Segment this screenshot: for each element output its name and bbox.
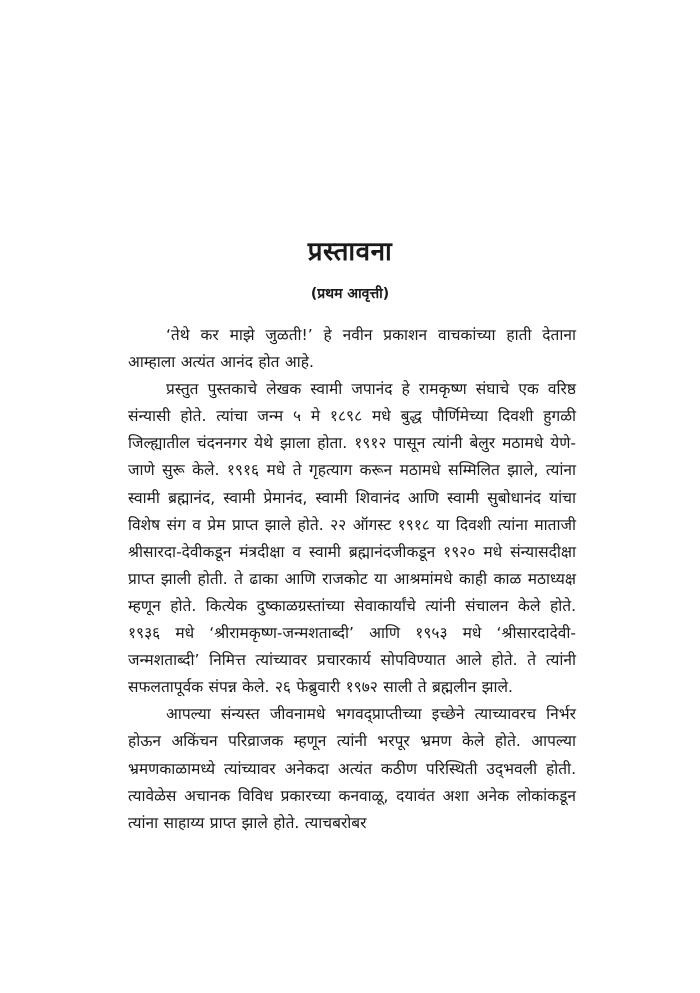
paragraph-1: ‘तेथे कर माझे जुळती!’ हे नवीन प्रकाशन वाचकांच्या हाती देताना आम्हाला अत्यंत आनंद होत आहे. [128,326,576,372]
paragraph-2: प्रस्तुत पुस्तकाचे लेखक स्वामी जपानंद हे रामकृष्ण संघाचे एक वरिष्ठ संन्यासी होते. त्यांचा जन्म ५ मे १८९८ मधे बुद्ध पौर्णिमेच्या दिवशी हुगळी जिल्ह्यातील चंदननगर येथे झाला होता. १९१२ पासून त्यांनी बेलुर मठामधे येणे-जाणे सुरू केले. १९१६ मधे ते गृहत्याग करून मठामधे सम्मिलित झाले, त्यांना स्वामी ब्रह्मानंद, स्वामी प्रेमानंद, स्वामी शिवानंद आणि स्वामी सुबोधानंद यांचा विशेष संग व प्रेम प्राप्त झाले होते. २२ ऑगस्ट १९१८ या दिवशी त्यांना माताजी श्रीसारदा-देवीकडून मंत्रदीक्षा व स्वामी ब्रह्मानंदजीकडून १९२० मधे संन्यासदीक्षा प्राप्त झाली होती. ते ढाका आणि राजकोट या आश्रमांमधे काही काळ मठाध्यक्ष म्हणून होते. कित्येक दुष्काळग्रस्तांच्या सेवाकार्यांचे त्यांनी संचालन केले होते. १९३६ मधे ‘श्रीरामकृष्ण-जन्मशताब्दी’ आणि १९५३ मधे ‘श्रीसारदादेवी-जन्मशताब्दी’ निमित्त त्यांच्यावर प्रचारकार्य सोपविण्यात आले होते. ते त्यांनी सफलतापूर्वक संपन्न केले. २६ फेब्रुवारी १९७२ साली ते ब्रह्मलीन झाले. [128,380,576,697]
page-subtitle: (प्रथम आवृत्ती) [310,286,390,302]
page-title: प्रस्तावना [307,237,393,267]
paragraph-3: आपल्या संन्यस्त जीवनामधे भगवद्‌प्राप्तीच्या इच्छेने त्याच्यावरच निर्भर होऊन अकिंचन परिव्राजक म्हणून त्यांनी भरपूर भ्रमण केले होते. आपल्या भ्रमणकाळामध्ये त्यांच्यावर अनेकदा अत्यंत कठीण परिस्थिती उद्‌भवली होती. त्यावेळेस अचानक विविध प्रकारच्या कनवाळू, दयावंत अशा अनेक लोकांकडून त्यांना साहाय्य प्राप्त झाले होते. त्याचबरोबर [128,705,576,832]
body-text [128,322,576,837]
